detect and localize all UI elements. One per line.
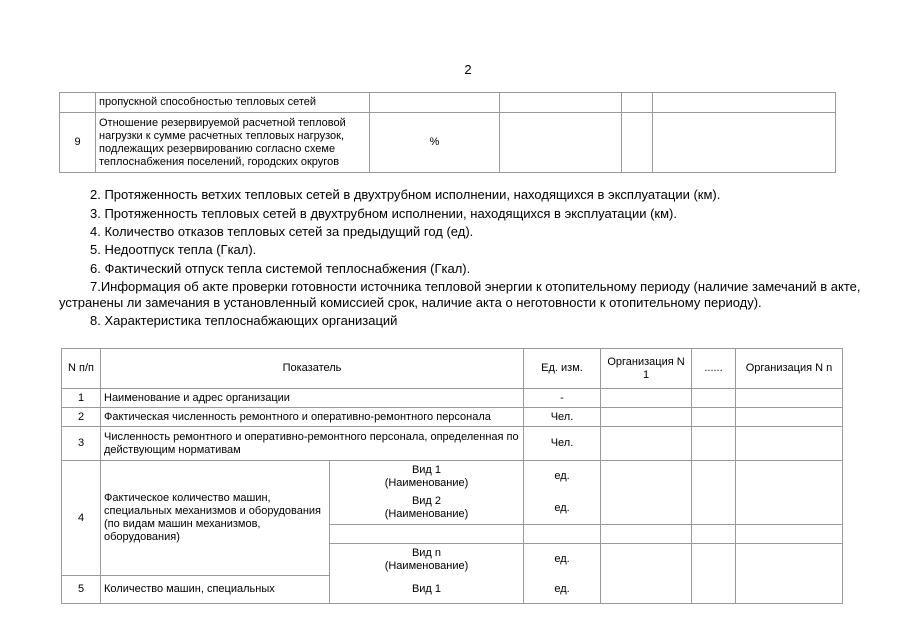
unit-cell: % [370, 113, 500, 173]
page-number: 2 [464, 62, 472, 77]
header-org-1: Организация N 1 [601, 349, 692, 389]
row-number: 5 [62, 576, 101, 604]
kind-name: Вид 1 [411, 463, 442, 476]
kind-subtitle: (Наименование) [384, 559, 469, 572]
unit-cell: ед. [524, 461, 601, 493]
row-number: 4 [62, 461, 101, 576]
paragraph-3: 3. Протяженность тепловых сетей в двухтрубном исполнении, находящихся в эксплуатации (км). [90, 206, 677, 221]
value-cell [736, 544, 843, 576]
value-cell [692, 576, 736, 604]
unit-cell: Чел. [524, 427, 601, 461]
header-dots: ...... [692, 349, 736, 389]
value-cell [736, 576, 843, 604]
header-num: N п/п [62, 349, 101, 389]
header-unit: Ед. изм. [524, 349, 601, 389]
paragraph-8: 8. Характеристика теплоснабжающих организаций [90, 313, 398, 328]
value-cell [601, 389, 692, 408]
value-cell [622, 93, 653, 113]
indicator-text: Наименование и адрес организации [101, 389, 524, 408]
unit-cell [370, 93, 500, 113]
paragraph-6: 6. Фактический отпуск тепла системой теплоснабжения (Гкал). [90, 261, 471, 276]
indicator-text: пропускной способностью тепловых сетей [96, 93, 370, 113]
unit-cell: ед. [524, 493, 601, 525]
unit-cell: - [524, 389, 601, 408]
value-cell [692, 408, 736, 427]
table-row [62, 389, 843, 408]
value-cell [692, 493, 736, 525]
value-cell [500, 113, 622, 173]
kind-subtitle: (Наименование) [384, 476, 469, 489]
unit-cell: ед. [524, 576, 601, 604]
row-number: 2 [62, 408, 101, 427]
kind-cell [330, 493, 524, 525]
value-cell [736, 525, 843, 544]
paragraph-2: 2. Протяженность ветхих тепловых сетей в двухтрубном исполнении, находящихся в эксплуатации (км). [90, 187, 721, 202]
kind-cell [330, 525, 524, 544]
kind-name: Вид 1 [330, 576, 524, 604]
value-cell [692, 461, 736, 493]
table-row [60, 113, 836, 173]
row-number: 3 [62, 427, 101, 461]
row-number [60, 93, 96, 113]
paragraph-4: 4. Количество отказов тепловых сетей за предыдущий год (ед). [90, 224, 474, 239]
value-cell [692, 544, 736, 576]
table-header-row [62, 349, 843, 389]
value-cell [500, 93, 622, 113]
kind-subtitle: (Наименование) [384, 508, 469, 521]
paragraph-5: 5. Недоотпуск тепла (Гкал). [90, 242, 257, 257]
kind-cell [330, 544, 524, 576]
value-cell [736, 461, 843, 493]
heat-supply-organizations-table [61, 348, 843, 604]
header-org-n: Организация N n [736, 349, 843, 389]
indicator-text: Отношение резервируемой расчетной тепловой нагрузки к сумме расчетных тепловых нагрузок, подлежащих резервированию согласно схеме теплоснабжения поселений, городских округов [96, 113, 370, 173]
table-row [62, 427, 843, 461]
table-row [62, 461, 843, 493]
indicator-text: Количество машин, специальных [101, 576, 330, 604]
paragraph-7: 7.Информация об акте проверки готовности источника тепловой энергии к отопительному периоду (наличие замечаний в акте, устранены ли замечания в установленный комиссией срок, наличие акта о неготовности к отопительному периоду). [59, 279, 861, 310]
value-cell [601, 408, 692, 427]
kind-name: Вид 2 [411, 495, 442, 508]
value-cell [653, 93, 836, 113]
value-cell [692, 525, 736, 544]
header-indicator: Показатель [101, 349, 524, 389]
table-row [62, 576, 843, 604]
value-cell [622, 113, 653, 173]
value-cell [692, 427, 736, 461]
value-cell [692, 389, 736, 408]
indicator-text: Численность ремонтного и оперативно-ремонтного персонала, определенная по действующим нормативам [101, 427, 524, 461]
indicator-text: Фактическое количество машин, специальных механизмов и оборудования (по видам машин механизмов, оборудования) [101, 461, 330, 576]
unit-cell: Чел. [524, 408, 601, 427]
value-cell [736, 408, 843, 427]
value-cell [736, 493, 843, 525]
value-cell [601, 525, 692, 544]
indicator-text: Фактическая численность ремонтного и оперативно-ремонтного персонала [101, 408, 524, 427]
table-row [62, 408, 843, 427]
unit-cell [524, 525, 601, 544]
value-cell [601, 427, 692, 461]
value-cell [653, 113, 836, 173]
kind-cell [330, 461, 524, 493]
value-cell [601, 576, 692, 604]
value-cell [601, 544, 692, 576]
value-cell [736, 389, 843, 408]
row-number: 9 [60, 113, 96, 173]
value-cell [601, 461, 692, 493]
unit-cell: ед. [524, 544, 601, 576]
kind-name: Вид n [411, 546, 442, 559]
table-row [60, 93, 836, 113]
value-cell [601, 493, 692, 525]
row-number: 1 [62, 389, 101, 408]
value-cell [736, 427, 843, 461]
indicator-table-continued [59, 92, 836, 173]
